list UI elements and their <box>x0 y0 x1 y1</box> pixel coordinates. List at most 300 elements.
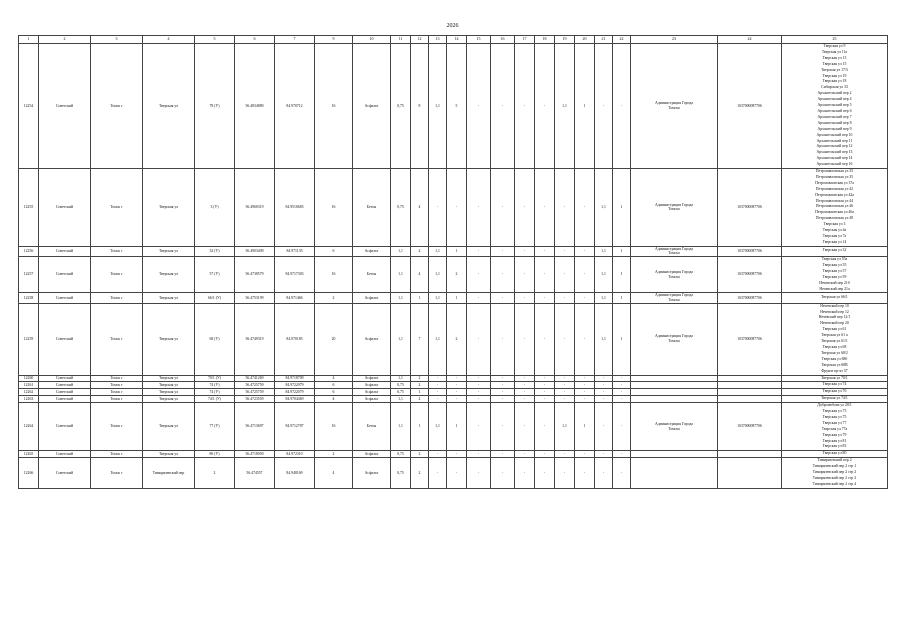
col-20: 1 <box>575 403 595 451</box>
surface-type: Асфальт <box>353 396 391 403</box>
col-21: - <box>595 44 613 169</box>
col-18: - <box>535 396 555 403</box>
col-15: - <box>467 303 491 375</box>
address-item: Тверская ул 79 <box>822 432 847 437</box>
col-19: - <box>555 389 575 396</box>
owner-organization <box>631 257 718 293</box>
col-14: 1 <box>447 403 467 451</box>
address-item: Фрунзе пр-кт 57 <box>821 368 848 373</box>
col-14: - <box>447 451 467 458</box>
address-item: Тверская ул 14 <box>822 239 847 244</box>
owner-organization-line: Томска <box>668 274 680 279</box>
served-addresses <box>782 389 888 396</box>
address-item: Тверская ул 81 <box>822 438 847 443</box>
owner-organization <box>631 451 718 458</box>
address-item: Архангельский пер 16 <box>816 162 853 167</box>
col-13: - <box>429 451 447 458</box>
longitude: 84.971466 <box>275 293 315 303</box>
owner-organization <box>631 403 718 451</box>
col-16: - <box>491 396 515 403</box>
address-item: Архангельский пер 11 <box>816 138 853 143</box>
owner-organization <box>631 389 718 396</box>
city: Томск г <box>91 246 143 256</box>
latitude: 56.4741269 <box>235 375 275 382</box>
address-item: Архангельский пер 2 <box>817 91 852 96</box>
col-15: - <box>467 375 491 382</box>
address-item: Петропавловская ул 42 <box>815 186 854 191</box>
col-14: 5 <box>447 44 467 169</box>
longitude: 84.9712787 <box>275 403 315 451</box>
street-name: Тверская ул <box>143 293 195 303</box>
latitude: 56.4749319 <box>235 303 275 375</box>
district: Советский <box>39 458 91 489</box>
col-14: - <box>447 396 467 403</box>
column-number-20: 20 <box>575 36 595 44</box>
column-number-25: 25 <box>782 36 888 44</box>
address-item: Тверская ул 73 <box>822 409 847 414</box>
volume: 1,1 <box>391 293 411 303</box>
col-18: - <box>535 389 555 396</box>
latitude: 56.474557 <box>235 458 275 489</box>
ogrn <box>718 451 782 458</box>
col-21: - <box>595 382 613 389</box>
area: 2 <box>315 451 353 458</box>
address-item: Петропавловская ул 42а <box>815 192 854 197</box>
col-14: - <box>447 169 467 247</box>
address-item: Тверская ул 74/1 <box>821 396 848 401</box>
owner-organization-line: Администрация Города <box>655 334 693 339</box>
container-count: 1 <box>411 403 429 451</box>
col-16: - <box>491 257 515 293</box>
district: Советский <box>39 451 91 458</box>
address-item: Тверская ул 55а <box>821 257 848 261</box>
owner-organization-line: Томска <box>668 251 680 256</box>
address-item: Тимирязевский пер 2 стр 4 <box>812 481 857 486</box>
col-20: - <box>575 293 595 303</box>
surface-type: Асфальт <box>353 303 391 375</box>
street-name: Тимирязевский пер <box>143 458 195 489</box>
house-number: 2 <box>195 458 235 489</box>
longitude: 84.9722079 <box>275 389 315 396</box>
table-row <box>19 303 888 375</box>
col-20: - <box>575 257 595 293</box>
col-13: - <box>429 169 447 247</box>
col-13: 1,1 <box>429 246 447 256</box>
col-13: 1,1 <box>429 303 447 375</box>
col-21: - <box>595 403 613 451</box>
col-20: - <box>575 451 595 458</box>
container-count: 2 <box>411 396 429 403</box>
col-17: - <box>515 396 535 403</box>
address-item: Архангельский пер 10 <box>816 132 853 137</box>
volume: 1,1 <box>391 303 411 375</box>
table-row <box>19 458 888 489</box>
address-item: Сибирская ул 33 <box>821 85 848 90</box>
col-21: 1,1 <box>595 257 613 293</box>
col-20: - <box>575 382 595 389</box>
address-item: Нечевский пер 21а <box>819 286 850 291</box>
city: Томск г <box>91 375 143 382</box>
address-item: Тверская ул 19 <box>822 73 847 78</box>
city: Томск г <box>91 389 143 396</box>
col-21: - <box>595 451 613 458</box>
container-count: 7 <box>411 303 429 375</box>
street-name: Тверская ул <box>143 375 195 382</box>
longitude: 84.9704469 <box>275 396 315 403</box>
container-count: 4 <box>411 257 429 293</box>
served-addresses <box>782 257 888 293</box>
latitude: 56.4960319 <box>235 169 275 247</box>
col-21: - <box>595 396 613 403</box>
surface-type: Асфальт <box>353 451 391 458</box>
column-number-24: 24 <box>718 36 782 44</box>
address-item: Архангельский пер 12 <box>816 144 853 149</box>
col-18: - <box>535 403 555 451</box>
col-17: - <box>515 382 535 389</box>
latitude: 56.4834880 <box>235 44 275 169</box>
longitude: 84.971135 <box>275 246 315 256</box>
row-id: 12266 <box>19 458 39 489</box>
latitude: 56.4753199 <box>235 293 275 303</box>
row-id: 12260 <box>19 375 39 382</box>
col-16: - <box>491 375 515 382</box>
table-row <box>19 375 888 382</box>
col-14: 2 <box>447 303 467 375</box>
col-16: - <box>491 246 515 256</box>
address-item: Тимирязевский пер 2 стр 2 <box>812 470 857 475</box>
ogrn: 1037000087706 <box>718 303 782 375</box>
district: Советский <box>39 303 91 375</box>
address-item: Нечевский пер 21б <box>819 280 850 285</box>
col-13: - <box>429 396 447 403</box>
volume: 0,75 <box>391 382 411 389</box>
volume: 1,1 <box>391 246 411 256</box>
street-name: Тверская ул <box>143 396 195 403</box>
city: Томск г <box>91 458 143 489</box>
served-addresses <box>782 382 888 389</box>
col-21: - <box>595 389 613 396</box>
col-14: 1 <box>447 293 467 303</box>
served-addresses <box>782 396 888 403</box>
col-22: - <box>613 382 631 389</box>
ogrn: 1037000087706 <box>718 403 782 451</box>
col-22: - <box>613 458 631 489</box>
column-number-12: 12 <box>411 36 429 44</box>
served-addresses <box>782 451 888 458</box>
address-item: Тимирязевский пер 2 стр 3 <box>812 476 857 480</box>
document-year: 2026 <box>446 23 459 29</box>
col-13: - <box>429 458 447 489</box>
col-15: - <box>467 257 491 293</box>
area: 16 <box>315 169 353 247</box>
address-item: Тверская ул 59 <box>822 274 847 279</box>
column-number-10: 10 <box>353 36 391 44</box>
table-row <box>19 382 888 389</box>
district: Советский <box>39 389 91 396</box>
address-item: Тверская ул 74 <box>822 382 847 387</box>
volume: 1,1 <box>391 403 411 451</box>
column-number-22: 22 <box>613 36 631 44</box>
col-15: - <box>467 246 491 256</box>
col-17: - <box>515 451 535 458</box>
address-item: Тверская ул 77 <box>822 420 847 425</box>
col-15: - <box>467 382 491 389</box>
col-22: - <box>613 451 631 458</box>
owner-organization-line: Томска <box>668 426 680 431</box>
served-addresses <box>782 246 888 256</box>
column-number-7: 7 <box>275 36 315 44</box>
address-item: Архангельский пер 9 <box>817 126 852 131</box>
col-14: - <box>447 458 467 489</box>
address-item: Петропавловская ул 35 <box>815 174 854 179</box>
col-19: - <box>555 375 575 382</box>
address-item: Тверская ул 66/1 <box>821 295 848 300</box>
address-item: Нечевский пер 20 <box>820 321 849 326</box>
table-row <box>19 169 888 247</box>
container-count: 2 <box>411 451 429 458</box>
latitude: 56.4718050 <box>235 451 275 458</box>
house-number: 3 (У) <box>195 169 235 247</box>
area: 16 <box>315 403 353 451</box>
surface-type: Асфальт <box>353 44 391 169</box>
house-number: 66/1 (У) <box>195 293 235 303</box>
col-18: - <box>535 169 555 247</box>
surface-type: Асфальт <box>353 246 391 256</box>
address-item: Тверская ул 55 <box>822 262 847 267</box>
owner-organization <box>631 458 718 489</box>
district: Советский <box>39 246 91 256</box>
column-number-13: 13 <box>429 36 447 44</box>
col-21: 1,1 <box>595 246 613 256</box>
street-name: Тверская ул <box>143 382 195 389</box>
owner-organization <box>631 375 718 382</box>
house-number: 74/1 (У) <box>195 396 235 403</box>
column-number-21: 21 <box>595 36 613 44</box>
column-number-3: 3 <box>91 36 143 44</box>
address-item: Тверская ул 76 <box>822 389 847 394</box>
city: Томск г <box>91 257 143 293</box>
col-17: - <box>515 257 535 293</box>
volume: 0,75 <box>391 389 411 396</box>
ogrn <box>718 375 782 382</box>
address-item: Тверская ул 61/1 <box>821 339 848 344</box>
address-item: Тверская ул 68В <box>821 362 848 367</box>
col-16: - <box>491 389 515 396</box>
col-22: - <box>613 396 631 403</box>
col-13: - <box>429 389 447 396</box>
container-count: 4 <box>411 169 429 247</box>
column-number-16: 16 <box>491 36 515 44</box>
table-row <box>19 451 888 458</box>
col-19: - <box>555 257 575 293</box>
col-22: 1 <box>613 257 631 293</box>
address-item: Петропавловская ул 33 <box>815 169 854 174</box>
col-15: - <box>467 403 491 451</box>
col-18: - <box>535 293 555 303</box>
area: 2 <box>315 293 353 303</box>
col-22: - <box>613 375 631 382</box>
col-17: - <box>515 375 535 382</box>
served-addresses <box>782 303 888 375</box>
house-number: 74 (У) <box>195 382 235 389</box>
address-item: Тимирязевский пер 2 <box>817 458 852 463</box>
volume: 1,1 <box>391 375 411 382</box>
table-row <box>19 293 888 303</box>
col-15: - <box>467 389 491 396</box>
col-18: - <box>535 451 555 458</box>
col-13: 1,1 <box>429 44 447 169</box>
table-row <box>19 246 888 256</box>
col-17: - <box>515 389 535 396</box>
col-22: 1 <box>613 293 631 303</box>
address-item: Архангельский пер 7 <box>817 114 852 119</box>
address-item: Тверская ул 13 <box>822 55 847 60</box>
city: Томск г <box>91 303 143 375</box>
col-17: - <box>515 403 535 451</box>
city: Томск г <box>91 382 143 389</box>
longitude: 84.970712 <box>275 44 315 169</box>
col-19: - <box>555 246 575 256</box>
area: 6 <box>315 382 353 389</box>
container-count: 1 <box>411 293 429 303</box>
address-item: Тверская ул 7а <box>822 234 847 238</box>
surface-type: Бетон <box>353 257 391 293</box>
table-row <box>19 389 888 396</box>
address-item: Тверская ул 68 <box>822 344 847 349</box>
street-name: Тверская ул <box>143 44 195 169</box>
col-22: 1 <box>613 246 631 256</box>
city: Томск г <box>91 396 143 403</box>
owner-organization <box>631 246 718 256</box>
col-22: - <box>613 389 631 396</box>
surface-type: Асфальт <box>353 458 391 489</box>
col-17: - <box>515 303 535 375</box>
waste-sites-register-table <box>18 35 888 489</box>
col-16: - <box>491 382 515 389</box>
row-id: 12263 <box>19 396 39 403</box>
city: Томск г <box>91 451 143 458</box>
column-number-9: 9 <box>315 36 353 44</box>
address-item: Архангельский пер 13 <box>816 150 853 155</box>
district: Советский <box>39 375 91 382</box>
owner-organization <box>631 169 718 247</box>
city: Томск г <box>91 169 143 247</box>
col-17: - <box>515 458 535 489</box>
house-number: 32 (У) <box>195 246 235 256</box>
ogrn: 1037000087706 <box>718 246 782 256</box>
col-20: - <box>575 303 595 375</box>
address-item: Тверская ул 77а <box>821 426 848 431</box>
address-item: Петропавловская ул 46а <box>815 210 854 215</box>
district: Советский <box>39 403 91 451</box>
house-number: 78 (У) <box>195 44 235 169</box>
street-name: Тверская ул <box>143 403 195 451</box>
address-item: Архангельский пер 8 <box>817 120 852 125</box>
house-number: 74 (У) <box>195 389 235 396</box>
owner-organization-line: Администрация Города <box>655 246 693 251</box>
served-addresses <box>782 375 888 382</box>
col-19: - <box>555 382 575 389</box>
col-13: 1,1 <box>429 403 447 451</box>
ogrn: 1037000087706 <box>718 169 782 247</box>
street-name: Тверская ул <box>143 169 195 247</box>
city: Томск г <box>91 403 143 451</box>
col-13: 1,1 <box>429 293 447 303</box>
col-15: - <box>467 451 491 458</box>
address-item: Тверская ул 4а <box>822 228 847 233</box>
street-name: Тверская ул <box>143 257 195 293</box>
col-13: - <box>429 382 447 389</box>
latitude: 56.4903409 <box>235 246 275 256</box>
address-item: Тверская ул 11а <box>821 49 848 54</box>
col-22: - <box>613 44 631 169</box>
column-number-18: 18 <box>535 36 555 44</box>
col-19: - <box>555 303 575 375</box>
column-number-6: 6 <box>235 36 275 44</box>
column-number-11: 11 <box>391 36 411 44</box>
table-header-row <box>19 36 888 44</box>
container-count: 2 <box>411 246 429 256</box>
district: Советский <box>39 396 91 403</box>
volume: 1,1 <box>391 396 411 403</box>
col-14: - <box>447 375 467 382</box>
row-id: 12264 <box>19 403 39 451</box>
area: 4 <box>315 396 353 403</box>
owner-organization-line: Администрация Города <box>655 293 693 298</box>
col-16: - <box>491 293 515 303</box>
district: Советский <box>39 293 91 303</box>
col-18: - <box>535 257 555 293</box>
longitude: 84.9718709 <box>275 375 315 382</box>
surface-type: Бетон <box>353 403 391 451</box>
col-16: - <box>491 303 515 375</box>
col-18: - <box>535 375 555 382</box>
col-20: 1 <box>575 44 595 169</box>
col-17: - <box>515 293 535 303</box>
served-addresses <box>782 44 888 169</box>
column-number-17: 17 <box>515 36 535 44</box>
ogrn: 1037000087706 <box>718 44 782 169</box>
street-name: Тверская ул <box>143 303 195 375</box>
col-16: - <box>491 451 515 458</box>
col-22: 1 <box>613 169 631 247</box>
address-item: Архангельский пер 4 <box>817 97 852 102</box>
owner-organization-line: Администрация Города <box>655 101 693 106</box>
address-item: Тверская ул 32 <box>822 248 847 253</box>
owner-organization-line: Администрация Города <box>655 202 693 207</box>
col-18: - <box>535 458 555 489</box>
container-count: 8 <box>411 44 429 169</box>
row-id: 12259 <box>19 303 39 375</box>
address-item: Тверская ул 80 <box>822 451 847 456</box>
longitude: 84.9717303 <box>275 257 315 293</box>
col-19: - <box>555 396 575 403</box>
address-item: Петропавловская ул 48 <box>815 216 854 221</box>
container-count: 2 <box>411 382 429 389</box>
address-item: Тверская ул 61 <box>822 327 847 332</box>
district: Советский <box>39 382 91 389</box>
owner-organization-line: Томска <box>668 207 680 212</box>
latitude: 56.4713697 <box>235 403 275 451</box>
row-id: 12257 <box>19 257 39 293</box>
district: Советский <box>39 169 91 247</box>
col-16: - <box>491 44 515 169</box>
owner-organization <box>631 396 718 403</box>
address-item: Архангельский пер 14 <box>816 156 853 161</box>
address-item: Тверская ул 61 а <box>821 333 848 338</box>
col-14: - <box>447 389 467 396</box>
owner-organization-line: Администрация Города <box>655 270 693 275</box>
